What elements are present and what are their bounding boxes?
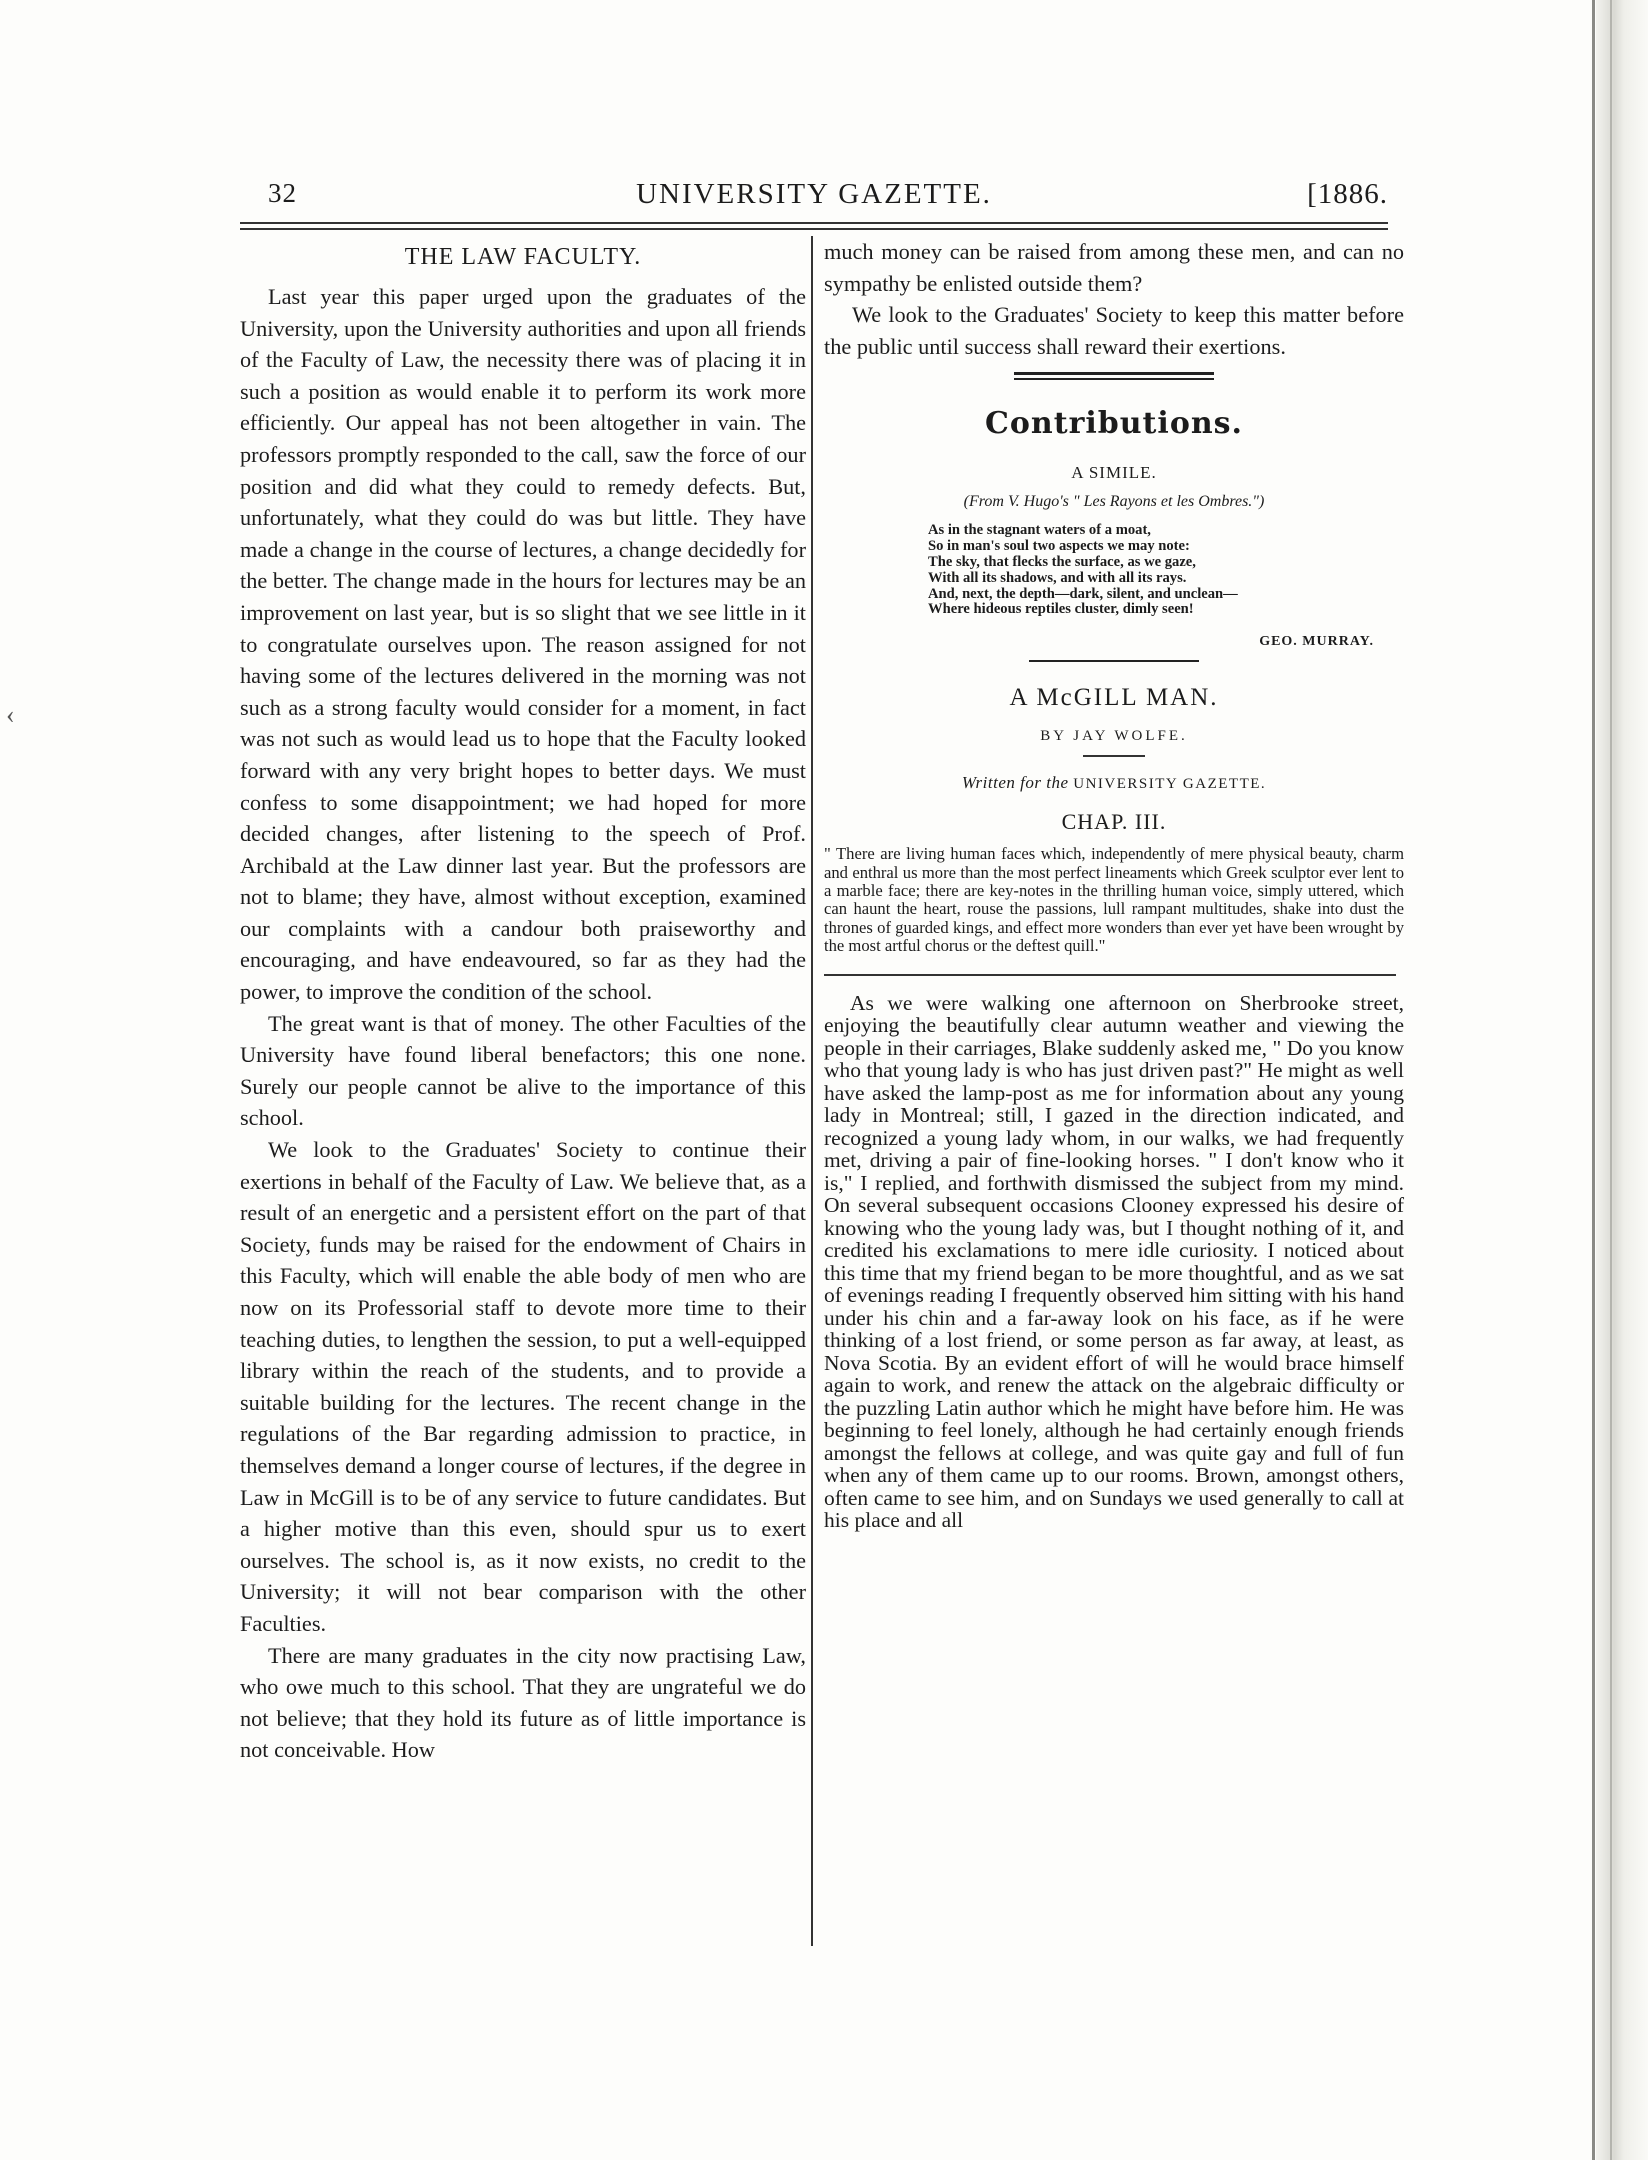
header-rule bbox=[240, 222, 1388, 224]
poem-author: GEO. MURRAY. bbox=[1259, 634, 1374, 650]
issue-year: [1886. bbox=[1307, 178, 1388, 210]
poem-body bbox=[928, 523, 1404, 618]
story-title: A McGILL MAN. bbox=[1009, 684, 1219, 712]
contributions-heading: Contributions. bbox=[985, 406, 1243, 442]
article-paragraph: Last year this paper urged upon the graduates of the University, upon the University authorities and upon all friends of the Faculty of Law, the necessity there was of placing it in such a position as would enable it to perform its work more efficiently. Our appeal has not been altogether in vain. The professors promptly responded to the call, saw the force of our position and did what they could to remedy defects. But, unfortunately, what they could do was but little. They have made a change in the course of lectures, a change decidedly for the better. The change made in the hours for lectures may be an improvement on last year, but is so slight that we see little in it to congratulate ourselves upon. The reason assigned for not having some of the lectures delivered in the morning was not such as a strong faculty would consider for a moment, in fact was not such as would lead us to hope that the Faculty looked forward with any very bright hopes to better days. We must confess to some disappointment; we had hoped for more decided changes, after listening to the speech of Prof. Archibald at the Law dinner last year. But the professors are not to blame; they have, almost without exception, examined our complaints with a candour both praiseworthy and encouraging, and have endeavoured, so far as they had the power, to improve the condition of the school. bbox=[240, 284, 806, 1005]
article-continuation: much money can be raised from among these men, and can no sympathy be enlisted outside them? bbox=[824, 239, 1404, 296]
running-header bbox=[240, 178, 1388, 222]
poem-line: With all its shadows, and with all its rays. bbox=[928, 569, 1187, 586]
epigraph-rule bbox=[824, 974, 1396, 976]
poem-line: And, next, the depth—dark, silent, and unclean— bbox=[928, 585, 1238, 602]
article-paragraph: We look to the Graduates' Society to continue their exertions in behalf of the Faculty of Law. We believe that, as a result of an energetic and a persistent effort on the part of that Society, funds may be raised for the endowment of Chairs in this Faculty, which will enable the able body of men who are now on its Professorial staff to devote more time to their teaching duties, to lengthen the session, to put a well-equipped library within the reach of the students, and to provide a suitable building for the lectures. The recent change in the regulations of the Bar regarding admission to practice, in themselves demand a longer course of lectures, if the degree in Law in McGill is to be of any service to future candidates. But a higher motive than this even, should spur us to exert ourselves. The school is, as it now exists, no credit to the University; it will not bear comparison with the other Faculties. bbox=[240, 1137, 806, 1636]
publication-title: UNIVERSITY GAZETTE. bbox=[636, 178, 992, 210]
article-paragraph: We look to the Graduates' Society to keep this matter before the public until success shall reward their exertions. bbox=[824, 302, 1404, 359]
section-divider bbox=[1029, 660, 1199, 662]
poem-line: So in man's soul two aspects we may note: bbox=[928, 538, 1190, 555]
section-divider bbox=[1014, 372, 1214, 380]
story-paragraph: As we were walking one afternoon on Sherbrooke street, enjoying the beautifully clear autumn weather and viewing the people in their carriages, Blake suddenly asked me, " Do you know who that young lady is who has just driven past?" He might as well have asked the lamp-post as me for information about any young lady in Montreal; still, I gazed in the direction indicated, and recognized a young lady whom, in our walks, we had frequently met, driving a pair of fine-looking horses. " I don't know who it is," I replied, and forthwith dismissed the subject from my mind. On several subsequent occasions Clooney expressed his desire of knowing who the young lady was, but I thought nothing of it, and credited his exclamations to mere idle curiosity. I noticed about this time that my friend began to be more thoughtful, and as we sat of evenings reading I frequently observed him sitting with his hand under his chin and a far-away look on his face, as if he were thinking of a lost friend, or some person as far away, at least, as Nova Scotia. By an evident effort of will he would brace himself again to work, and renew the attack on the algebraic difficulty or the puzzling Latin author which he might have before him. He was beginning to feel lonely, although he had certainly enough friends amongst the fellows at college, and was quite gay and full of fun when any of them came up to our rooms. Brown, amongst others, often came to see him, and on Sundays we used generally to call at his place and all bbox=[824, 990, 1404, 1533]
article-paragraph: There are many graduates in the city now practising Law, who owe much to this school. That they are ungrateful we do not believe; that they hold its future as of little importance is not conceivable. How bbox=[240, 1642, 806, 1763]
chapter-epigraph: " There are living human faces which, independently of mere physical beauty, charm and enthral us more than the most perfect lineaments which Greek sculptor ever lent to a marble face; there are key-notes in the thrilling human voice, simply uttered, which can haunt the heart, rouse the passions, lull rampant multitudes, shake into dust the thrones of guarded kings, and effect more wonders than ever yet have been wrought by the most artful chorus or the deftest quill." bbox=[824, 844, 1404, 956]
law-faculty-heading: THE LAW FACULTY. bbox=[404, 244, 642, 270]
page-binding-edge bbox=[1596, 0, 1648, 2160]
written-for-prefix: Written for the bbox=[961, 773, 1069, 793]
left-column bbox=[240, 240, 806, 1766]
article-paragraph: The great want is that of money. The other Faculties of the University have found liberal benefactors; this one none. Surely our people cannot be alive to the importance of this school. bbox=[240, 1010, 806, 1131]
page-number: 32 bbox=[268, 178, 297, 208]
poem-source: (From V. Hugo's " Les Rayons et les Ombres.") bbox=[963, 493, 1265, 511]
right-column bbox=[824, 236, 1404, 1532]
binding-line bbox=[1592, 0, 1595, 2160]
written-for-publication: UNIVERSITY GAZETTE. bbox=[1073, 776, 1267, 793]
written-for-note bbox=[824, 773, 1404, 793]
story-byline: BY JAY WOLFE. bbox=[1040, 728, 1188, 745]
binding-line-secondary bbox=[1610, 0, 1612, 2160]
byline-rule bbox=[1083, 755, 1145, 757]
header-rule-double bbox=[240, 228, 1388, 230]
poem-title: A SIMILE. bbox=[1071, 463, 1157, 483]
margin-mark: ‹ bbox=[6, 700, 15, 729]
chapter-heading: CHAP. III. bbox=[1061, 809, 1167, 835]
poem-line: The sky, that flecks the surface, as we gaze, bbox=[928, 553, 1196, 570]
column-divider bbox=[811, 236, 813, 1946]
poem-line: Where hideous reptiles cluster, dimly seen! bbox=[928, 601, 1194, 618]
poem-line: As in the stagnant waters of a moat, bbox=[928, 522, 1151, 539]
